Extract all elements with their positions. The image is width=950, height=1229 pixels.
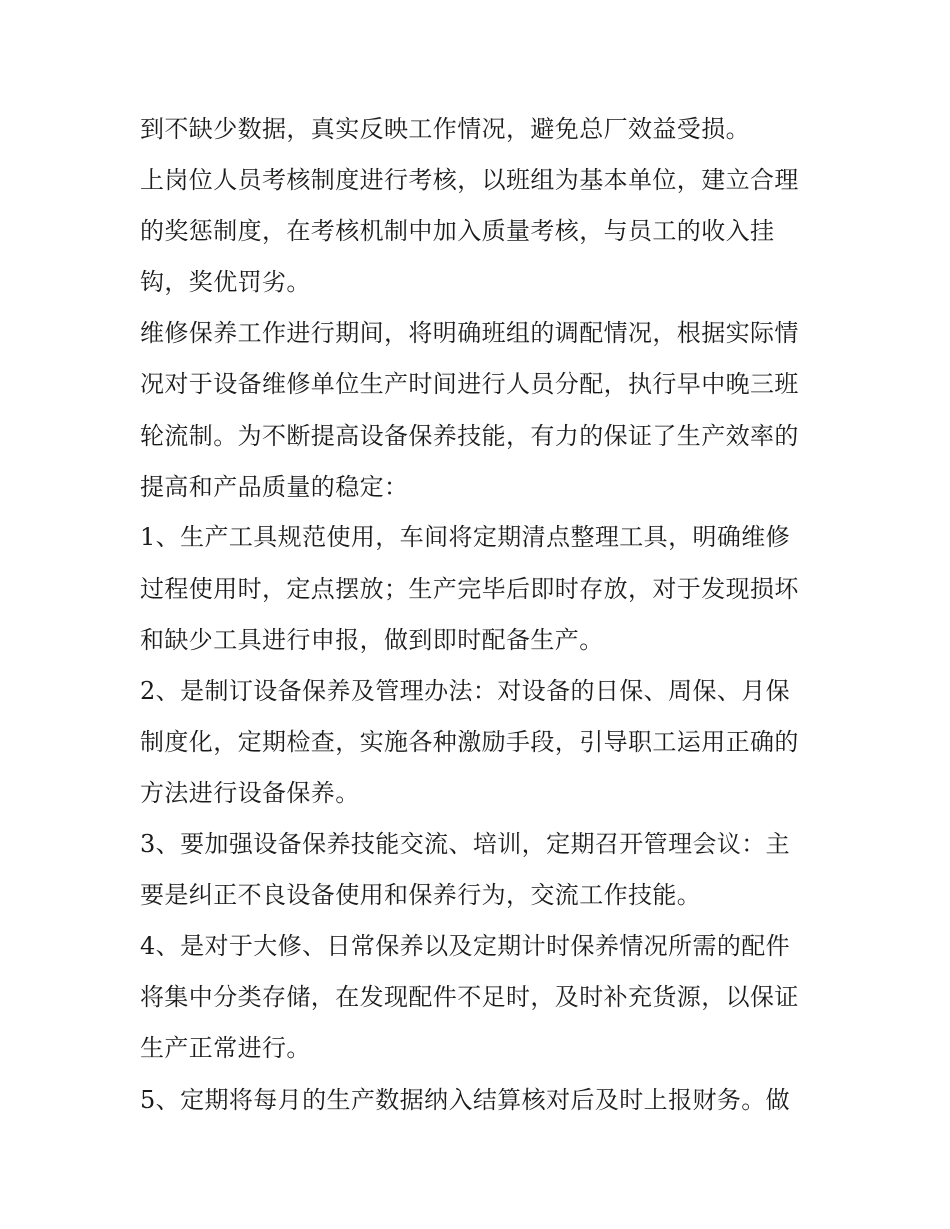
text-line: 到不缺少数据，真实反映工作情况，避免总厂效益受损。 (140, 115, 750, 143)
text-line: 要是纠正不良设备使用和保养行为，交流工作技能。 (140, 881, 702, 909)
text-line: 钩，奖优罚劣。 (140, 268, 311, 296)
text-line: 和缺少工具进行申报，做到即时配备生产。 (140, 626, 604, 654)
text-line: 1、生产工具规范使用，车间将定期清点整理工具，明确维修 (140, 523, 791, 551)
text-line: 况对于设备维修单位生产时间进行人员分配，执行早中晚三班 (140, 370, 799, 398)
text-line: 制度化，定期检查，实施各种激励手段，引导职工运用正确的 (140, 728, 799, 756)
text-line: 2、是制订设备保养及管理办法：对设备的日保、周保、月保 (140, 677, 791, 705)
text-line: 上岗位人员考核制度进行考核，以班组为基本单位，建立合理 (140, 166, 799, 194)
text-line: 维修保养工作进行期间，将明确班组的调配情况，根据实际情 (140, 319, 799, 347)
text-line: 将集中分类存储，在发现配件不足时，及时补充货源，以保证 (140, 983, 799, 1011)
text-line: 5、定期将每月的生产数据纳入结算核对后及时上报财务。做 (140, 1086, 791, 1114)
text-line: 4、是对于大修、日常保养以及定期计时保养情况所需的配件 (140, 932, 791, 960)
text-line: 方法进行设备保养。 (140, 779, 360, 807)
text-line: 过程使用时，定点摆放；生产完毕后即时存放，对于发现损坏 (140, 575, 799, 603)
text-line: 的奖惩制度，在考核机制中加入质量考核，与员工的收入挂 (140, 217, 775, 245)
text-line: 提高和产品质量的稳定： (140, 473, 409, 501)
text-line: 轮流制。为不断提高设备保养技能，有力的保证了生产效率的 (140, 422, 799, 450)
text-line: 3、要加强设备保养技能交流、培训，定期召开管理会议：主 (140, 830, 791, 858)
text-line: 生产正常进行。 (140, 1034, 311, 1062)
